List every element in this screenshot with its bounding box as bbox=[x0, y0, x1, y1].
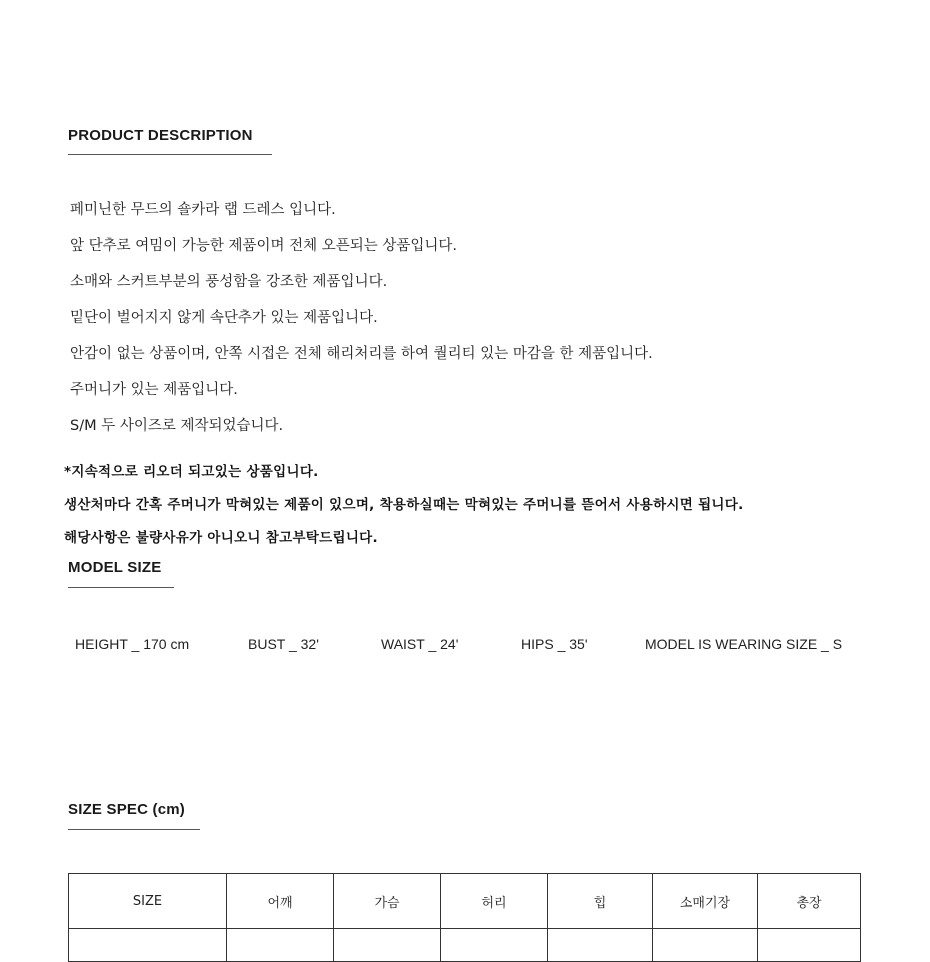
column-header-size: SIZE bbox=[69, 874, 227, 929]
table-row bbox=[69, 929, 861, 962]
description-line: 밑단이 벌어지지 않게 속단추가 있는 제품입니다. bbox=[70, 310, 378, 326]
description-line: S/M 두 사이즈로 제작되었습니다. bbox=[70, 418, 284, 434]
size-spec-title: SIZE SPEC (cm) bbox=[68, 801, 185, 818]
note-line: *지속적으로 리오더 되고있는 상품입니다. bbox=[64, 464, 319, 480]
model-bust: BUST _ 32' bbox=[248, 636, 319, 652]
note-line: 해당사항은 불량사유가 아니오니 참고부탁드립니다. bbox=[64, 530, 378, 546]
model-height: HEIGHT _ 170 cm bbox=[75, 636, 190, 652]
product-description-title: PRODUCT DESCRIPTION bbox=[68, 127, 253, 144]
model-size-title: MODEL SIZE bbox=[68, 559, 162, 576]
description-list bbox=[70, 200, 653, 452]
model-size-divider bbox=[68, 587, 174, 588]
description-line: 안감이 없는 상품이며, 안쪽 시접은 전체 해리처리를 하여 퀄리티 있는 마감을 한 제품입니다. bbox=[70, 346, 653, 362]
description-line: 주머니가 있는 제품입니다. bbox=[70, 382, 238, 398]
column-header-hip: 힙 bbox=[548, 874, 653, 929]
note-line: 생산처마다 간혹 주머니가 막혀있는 제품이 있으며, 착용하실때는 막혀있는 주머니를 뜯어서 사용하시면 됩니다. bbox=[64, 497, 744, 513]
model-waist: WAIST _ 24' bbox=[381, 636, 459, 652]
column-header-shoulder: 어깨 bbox=[227, 874, 334, 929]
description-line: 소매와 스커트부분의 풍성함을 강조한 제품입니다. bbox=[70, 274, 388, 290]
column-header-chest: 가슴 bbox=[334, 874, 441, 929]
table-cell bbox=[548, 929, 653, 962]
table-cell bbox=[441, 929, 548, 962]
product-description-divider bbox=[68, 154, 272, 155]
column-header-waist: 허리 bbox=[441, 874, 548, 929]
table-cell bbox=[69, 929, 227, 962]
table-cell bbox=[334, 929, 441, 962]
description-line: 앞 단추로 여밈이 가능한 제품이며 전체 오픈되는 상품입니다. bbox=[70, 238, 458, 254]
notes-list bbox=[64, 462, 744, 561]
description-line: 페미닌한 무드의 숄카라 랩 드레스 입니다. bbox=[70, 202, 336, 218]
table-header-row bbox=[69, 874, 861, 929]
table-cell bbox=[227, 929, 334, 962]
table-cell bbox=[758, 929, 861, 962]
model-size-row bbox=[0, 636, 930, 656]
column-header-total-length: 총장 bbox=[758, 874, 861, 929]
column-header-sleeve-length: 소매기장 bbox=[653, 874, 758, 929]
model-wearing-size: MODEL IS WEARING SIZE _ S bbox=[645, 636, 843, 652]
model-hips: HIPS _ 35' bbox=[521, 636, 588, 652]
size-spec-table bbox=[68, 873, 861, 962]
size-spec-divider bbox=[68, 829, 200, 830]
table-cell bbox=[653, 929, 758, 962]
